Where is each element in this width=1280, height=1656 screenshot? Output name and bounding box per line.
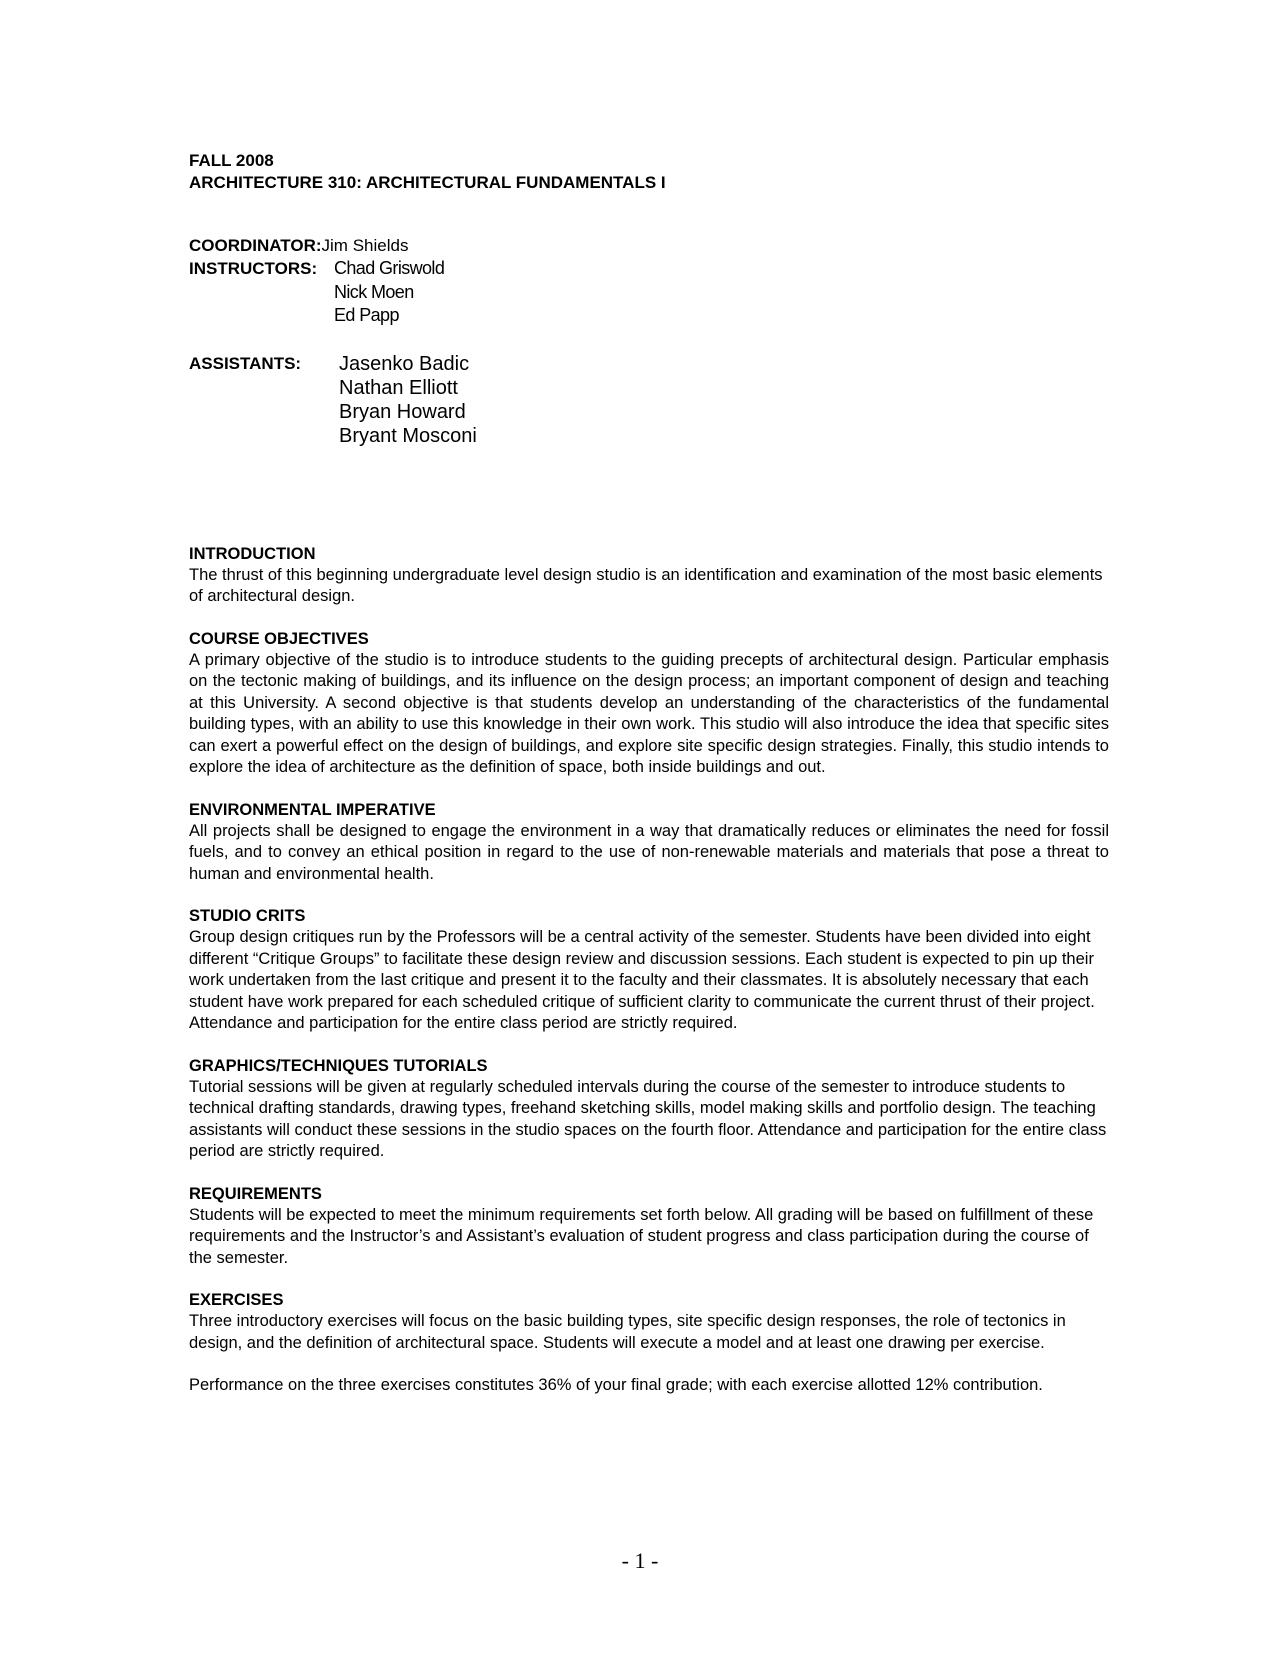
instructor-name: Chad Griswold: [334, 258, 445, 278]
section-introduction: [189, 544, 1109, 608]
assistants-list: [339, 352, 477, 448]
section-body: A primary objective of the studio is to introduce students to the guiding precepts of architectural design. Particular emphasis on the tectonic making of buildings, and its influence on the design process; an important component of design and teaching at this University. A second objective is that students develop an understanding of the characteristics of the fundamental building types, with an ability to use this knowledge in their own work. This studio will also introduce the idea that specific sites can exert a powerful effect on the design of buildings, and explore site specific design strategies. Finally, this studio intends to explore the idea of architecture as the definition of space, both inside buildings and out.: [189, 650, 1109, 776]
course-title: ARCHITECTURE 310: ARCHITECTURAL FUNDAMENTALS I: [189, 173, 666, 192]
performance-paragraph: Performance on the three exercises constitutes 36% of your final grade; with each exercise allotted 12% contribution.: [189, 1376, 1043, 1394]
instructors-label: INSTRUCTORS:: [189, 259, 318, 278]
assistant-name: Bryant Mosconi: [339, 424, 477, 447]
page-number: - 1 -: [621, 1548, 659, 1573]
section-body: All projects shall be designed to engage the environment in a way that dramatically reduces or eliminates the need for fossil fuels, and to convey an ethical position in regard to the use of non-renewable materials and materials that pose a threat to human and environmental health.: [189, 821, 1109, 883]
section-body: Three introductory exercises will focus on the basic building types, site specific design responses, the role of tectonics in design, and the definition of architectural space. Students will execute a model and at least one drawing per exercise.: [189, 1312, 1066, 1352]
section-heading: INTRODUCTION: [189, 544, 316, 563]
assistants-label: ASSISTANTS:: [189, 353, 302, 373]
coordinator-name: Jim Shields: [321, 236, 409, 255]
instructor-name: Ed Papp: [334, 305, 399, 325]
section-studio-crits: [189, 906, 1109, 1035]
section-heading: COURSE OBJECTIVES: [189, 629, 369, 648]
instructor-name: Nick Moen: [334, 281, 414, 302]
section-heading: REQUIREMENTS: [189, 1184, 322, 1203]
instructors-list: [334, 257, 444, 328]
section-body: The thrust of this beginning undergraduate level design studio is an identification and examination of the most basic elements of architectural design.: [189, 565, 1103, 605]
assistant-name: Bryan Howard: [339, 400, 466, 423]
instructors-row: [189, 257, 1109, 328]
assistant-name: Jasenko Badic: [339, 352, 470, 375]
section-exercises: [189, 1290, 1109, 1354]
syllabus-sections: [189, 544, 1109, 1397]
section-heading: GRAPHICS/TECHNIQUES TUTORIALS: [189, 1056, 488, 1075]
coordinator-row: [189, 234, 1109, 257]
section-environmental-imperative: [189, 800, 1109, 886]
section-body: Tutorial sessions will be given at regularly scheduled intervals during the course of the semester to introduce students to technical drafting standards, drawing types, freehand sketching skills, model making skills and portfolio design. The teaching assistants will conduct these sessions in the studio spaces on the fourth floor. Attendance and participation for the entire class period are strictly required.: [189, 1077, 1107, 1160]
assistant-name: Nathan Elliott: [339, 376, 458, 399]
section-heading: ENVIRONMENTAL IMPERATIVE: [189, 800, 436, 819]
section-performance: [189, 1375, 1109, 1397]
section-graphics-tutorials: [189, 1056, 1109, 1163]
section-body: Students will be expected to meet the minimum requirements set forth below. All grading will be based on fulfillment of these requirements and the Instructor’s and Assistant’s evaluation of student progress and class participation during the course of the semester.: [189, 1205, 1094, 1267]
section-course-objectives: [189, 629, 1109, 779]
section-requirements: [189, 1184, 1109, 1270]
term-heading: FALL 2008: [189, 151, 274, 170]
staff-block: [189, 234, 1109, 328]
section-heading: STUDIO CRITS: [189, 907, 306, 925]
assistants-row: [189, 352, 1109, 448]
section-heading: EXERCISES: [189, 1291, 284, 1309]
coordinator-label: COORDINATOR:: [189, 236, 322, 255]
section-body: Group design critiques run by the Professors will be a central activity of the semester. Students have been divided into eight different “Critique Groups” to facilitate these design review and discussion sessions. Each student is expected to pin up their work undertaken from the last critique and present it to the faculty and their classmates. It is absolutely necessary that each student have work prepared for each scheduled critique of sufficient clarity to communicate the current thrust of their project. Attendance and participation for the entire class period are strictly required.: [189, 928, 1095, 1032]
document-content: [189, 150, 1109, 1418]
